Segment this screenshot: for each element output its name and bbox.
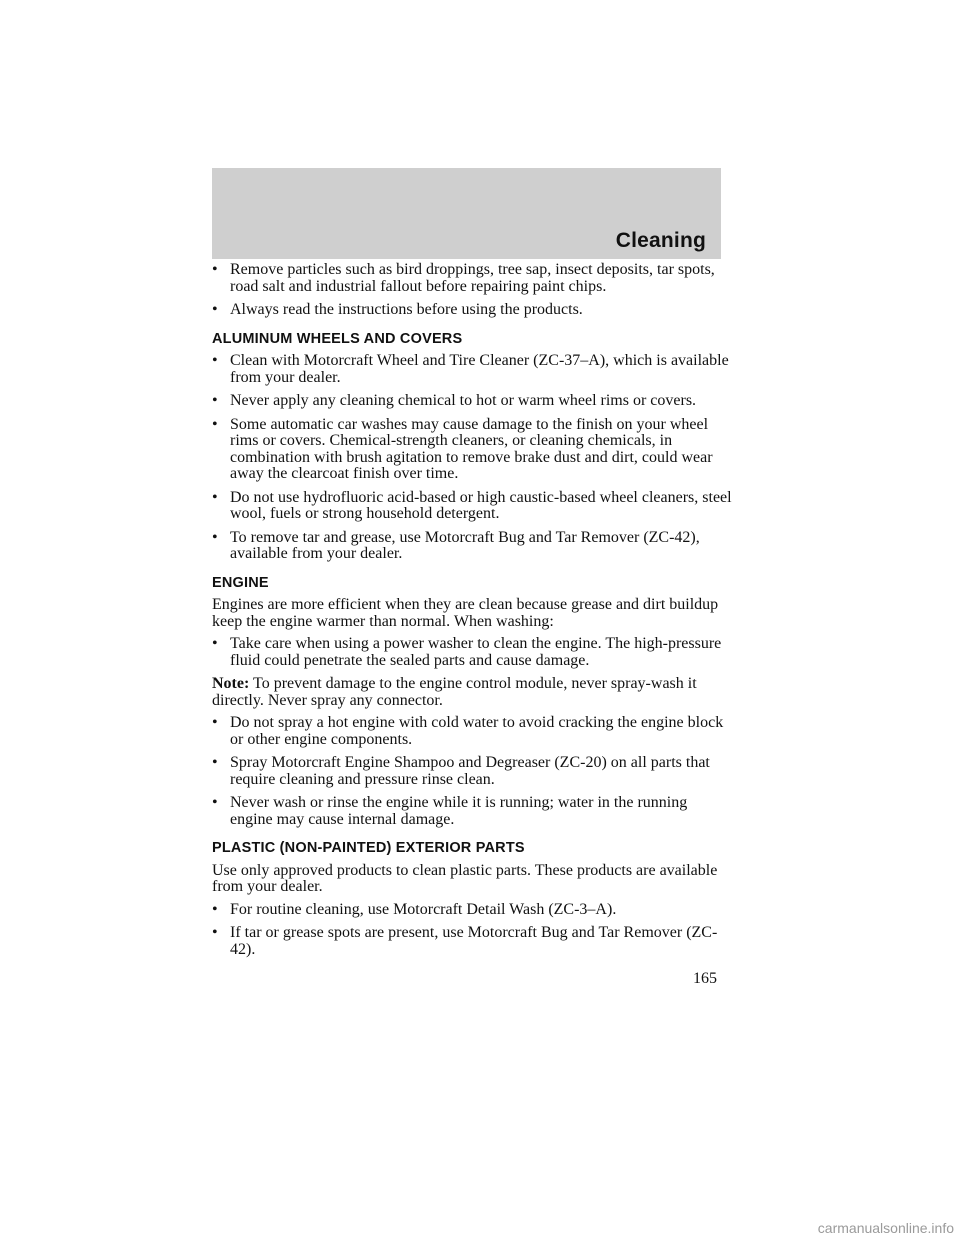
wheels-heading: ALUMINUM WHEELS AND COVERS <box>212 330 463 347</box>
list-item <box>212 417 732 483</box>
bullet-icon: • <box>212 528 218 546</box>
engine-note <box>212 676 732 709</box>
list-item-text: Take care when using a power washer to clean the engine. The high-pressure fluid could penetrate the sealed parts and cause damage. <box>230 635 722 669</box>
bullet-icon: • <box>212 488 218 506</box>
list-item-text: Do not spray a hot engine with cold water to avoid cracking the engine block or other engine components. <box>230 714 724 748</box>
list-item-text: If tar or grease spots are present, use Motorcraft Bug and Tar Remover (ZC-42). <box>230 924 718 958</box>
list-item <box>212 925 732 958</box>
list-item <box>212 715 732 748</box>
list-item-text: Clean with Motorcraft Wheel and Tire Cleaner (ZC-37–A), which is available from your dealer. <box>230 352 729 386</box>
list-item <box>212 902 732 919</box>
bullet-icon: • <box>212 794 218 811</box>
engine-heading: ENGINE <box>212 574 269 591</box>
list-item <box>212 393 732 410</box>
list-item-text: For routine cleaning, use Motorcraft Detail Wash (ZC-3–A). <box>230 900 617 918</box>
bullet-icon: • <box>212 900 218 918</box>
list-item <box>212 530 732 563</box>
bullet-icon: • <box>212 924 218 941</box>
list-item-text: Never apply any cleaning chemical to hot or warm wheel rims or covers. <box>230 392 697 409</box>
list-item-text: Never wash or rinse the engine while it is running; water in the running engine may cause internal damage. <box>230 794 688 828</box>
list-item <box>212 262 732 295</box>
watermark[interactable]: carmanualsonline.info <box>817 1220 954 1236</box>
list-item-text: Some automatic car washes may cause damage to the finish on your wheel rims or covers. Chemical-strength cleaners, or cleaning chemicals, in combination with brush agitation to remove brake dust and dirt, could wear away the clearcoat finish over time. <box>230 415 713 482</box>
bullet-icon: • <box>212 261 218 278</box>
bullet-icon: • <box>212 415 218 433</box>
bullet-icon: • <box>212 352 218 369</box>
bullet-icon: • <box>212 754 218 771</box>
plastic-heading: PLASTIC (NON-PAINTED) EXTERIOR PARTS <box>212 840 525 856</box>
list-item <box>212 795 732 828</box>
bullet-icon: • <box>212 635 218 652</box>
list-item <box>212 302 732 319</box>
plastic-intro: Use only approved products to clean plastic parts. These products are available from your dealer. <box>212 861 718 895</box>
list-item <box>212 490 732 523</box>
list-item-text: To remove tar and grease, use Motorcraft Bug and Tar Remover (ZC-42), available from your dealer. <box>230 528 700 562</box>
bullet-icon: • <box>212 301 218 318</box>
note-label: Note: <box>212 675 250 692</box>
list-item <box>212 755 732 788</box>
list-item-text: Do not use hydrofluoric acid-based or high caustic-based wheel cleaners, steel wool, fuels or strong household detergent. <box>230 488 732 522</box>
list-item-text: Remove particles such as bird droppings, tree sap, insect deposits, tar spots, road salt and industrial fallout before repairing paint chips. <box>230 261 715 295</box>
page-number: 165 <box>693 970 717 987</box>
note-text: To prevent damage to the engine control module, never spray-wash it directly. Never spray any connector. <box>212 675 697 709</box>
section-header-band <box>212 168 721 259</box>
list-item-text: Spray Motorcraft Engine Shampoo and Degreaser (ZC-20) on all parts that require cleaning and pressure rinse clean. <box>230 754 710 788</box>
list-item <box>212 353 732 386</box>
bullet-icon: • <box>212 392 218 409</box>
list-item <box>212 636 732 669</box>
engine-intro: Engines are more efficient when they are clean because grease and dirt buildup keep the engine warmer than normal. When washing: <box>212 596 719 630</box>
bullet-icon: • <box>212 714 218 731</box>
section-title: Cleaning <box>615 229 706 252</box>
list-item-text: Always read the instructions before using the products. <box>230 301 583 318</box>
page-content <box>212 262 732 965</box>
